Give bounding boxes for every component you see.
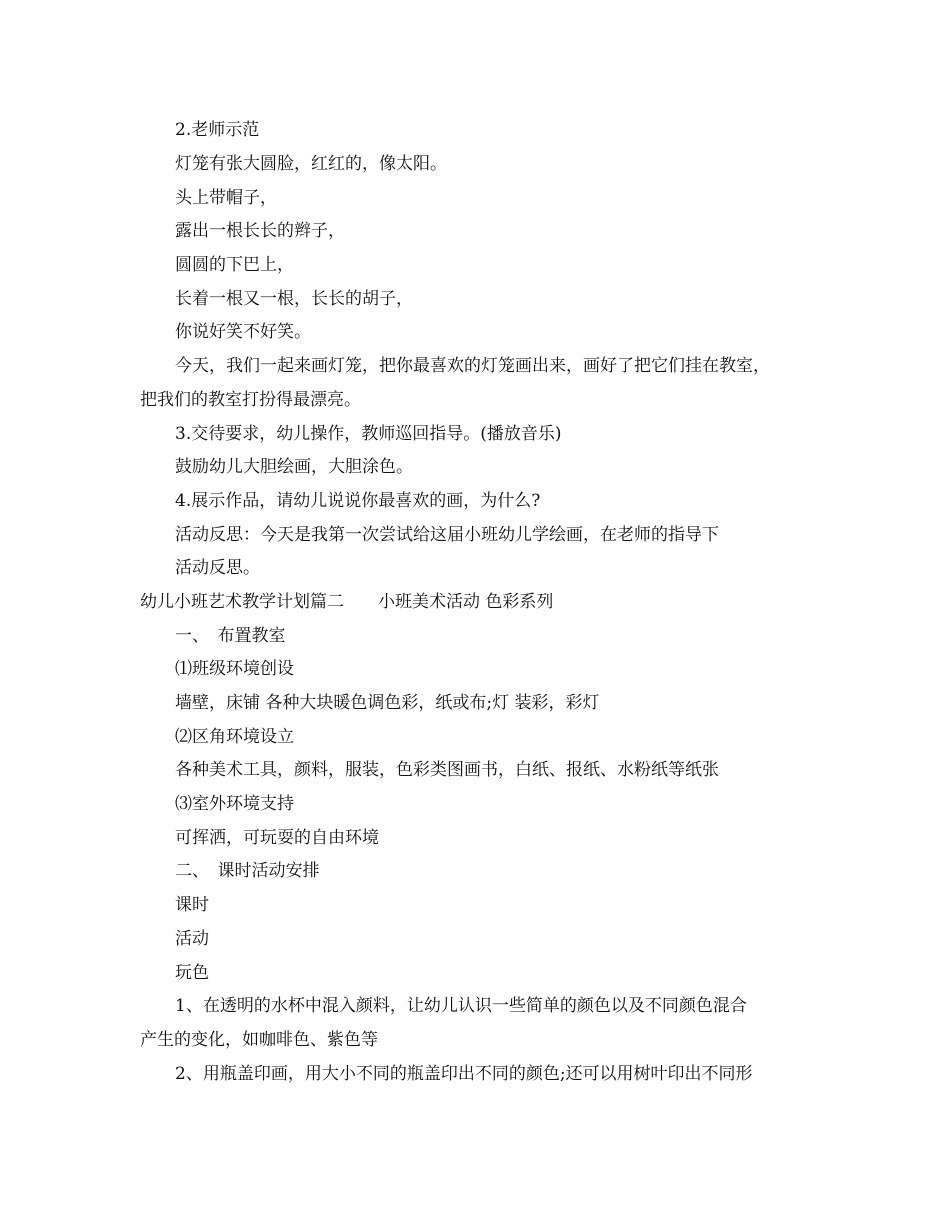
section-heading: 幼儿小班艺术教学计划篇二 小班美术活动 色彩系列	[140, 592, 554, 612]
text-line: 活动反思。	[175, 558, 260, 578]
text-line: 把我们的教室打扮得最漂亮。	[140, 390, 361, 410]
text-line: 1、在透明的水杯中混入颜料，让幼儿认识一些简单的颜色以及不同颜色混合	[175, 996, 747, 1016]
text-line: 一、 布置教室	[175, 626, 286, 646]
text-line: 你说好笑不好笑。	[175, 322, 311, 342]
text-line: 活动反思：今天是我第一次尝试给这届小班幼儿学绘画，在老师的指导下	[175, 525, 719, 545]
text-line: 各种美术工具，颜料，服装，色彩类图画书，白纸、报纸、水粉纸等纸张	[175, 760, 719, 780]
text-line: 3.交待要求，幼儿操作，教师巡回指导。(播放音乐)	[175, 424, 562, 444]
text-line: 产生的变化，如咖啡色、紫色等	[140, 1030, 378, 1050]
text-line: 今天，我们一起来画灯笼，把你最喜欢的灯笼画出来，画好了把它们挂在教室，	[175, 356, 770, 376]
text-line: 头上带帽子，	[175, 188, 277, 208]
text-line: 2.老师示范	[175, 120, 260, 140]
text-line: 墙壁，床铺 各种大块暖色调色彩，纸或布;灯 装彩，彩灯	[175, 693, 600, 713]
text-line: ⑶室外环境支持	[175, 794, 294, 814]
text-line: 露出一根长长的辫子，	[175, 221, 345, 241]
text-line: 课时	[175, 895, 209, 915]
text-line: 玩色	[175, 963, 209, 983]
text-line: ⑵区角环境设立	[175, 727, 294, 747]
text-line: 长着一根又一根，长长的胡子，	[175, 289, 413, 309]
text-line: ⑴班级环境创设	[175, 659, 294, 679]
text-line: 2、用瓶盖印画，用大小不同的瓶盖印出不同的颜色;还可以用树叶印出不同形	[175, 1064, 753, 1084]
text-line: 鼓励幼儿大胆绘画，大胆涂色。	[175, 457, 413, 477]
text-line: 4.展示作品，请幼儿说说你最喜欢的画，为什么?	[175, 491, 541, 511]
text-line: 灯笼有张大圆脸，红红的，像太阳。	[175, 154, 447, 174]
text-line: 二、 课时活动安排	[175, 861, 320, 881]
text-line: 活动	[175, 929, 209, 949]
text-line: 可挥洒，可玩耍的自由环境	[175, 828, 379, 848]
text-line: 圆圆的下巴上，	[175, 255, 294, 275]
